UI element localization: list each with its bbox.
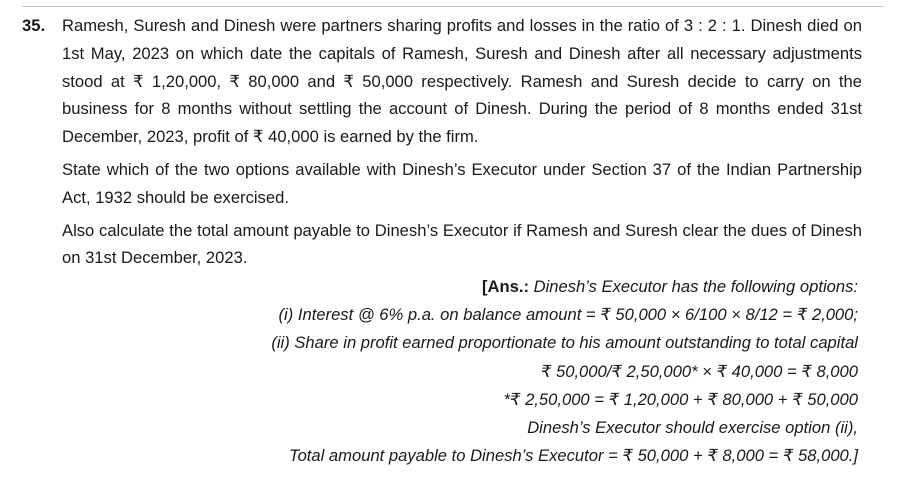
question-paragraph-3: Also calculate the total amount payable to Dinesh’s Executor if Ramesh and Suresh clear the dues of Dinesh on 31st December, 2023. — [62, 220, 862, 268]
answer-line-2: (ii) Share in profit earned proportionate to his amount outstanding to total capital — [271, 333, 858, 353]
question-row — [22, 12, 862, 272]
question-paragraph-2: State which of the two options available with Dinesh’s Executor under Section 37 of the Indian Partnership Act, 1932 should be exercised. — [62, 159, 862, 207]
answer-block — [218, 273, 858, 470]
answer-line-3: ₹ 50,000/₹ 2,50,000* × ₹ 40,000 = ₹ 8,000 — [540, 361, 858, 381]
question-body — [62, 12, 862, 272]
answer-line-5: Dinesh’s Executor should exercise option (ii), — [527, 418, 858, 438]
question-number: 35. — [22, 16, 46, 35]
answer-heading-line — [218, 273, 858, 301]
question-block — [22, 12, 862, 272]
answer-intro: Dinesh’s Executor has the following options: — [529, 277, 858, 296]
answer-line-1: (i) Interest @ 6% p.a. on balance amount = ₹ 50,000 × 6/100 × 8/12 = ₹ 2,000; — [278, 305, 858, 325]
answer-prefix: [Ans.: — [481, 277, 529, 296]
question-paragraph-1: Ramesh, Suresh and Dinesh were partners sharing profits and losses in the ratio of 3 : 2 : 1. Dinesh died on 1st May, 2023 on which date the capitals of Ramesh, Suresh and Dinesh after all necessary adjustments stood at ₹ 1,20,000, ₹ 80,000 and ₹ 50,000 respectively. Ramesh and Suresh decide to carry on the business for 8 months without settling the account of Dinesh. During the period of 8 months ended 31st December, 2023, profit of ₹ 40,000 is earned by the firm. — [62, 16, 862, 147]
answer-line-4: *₹ 2,50,000 = ₹ 1,20,000 + ₹ 80,000 + ₹ 50,000 — [503, 389, 858, 409]
answer-line-6: Total amount payable to Dinesh’s Executor = ₹ 50,000 + ₹ 8,000 = ₹ 58,000.] — [288, 446, 858, 466]
top-rule — [22, 6, 884, 7]
